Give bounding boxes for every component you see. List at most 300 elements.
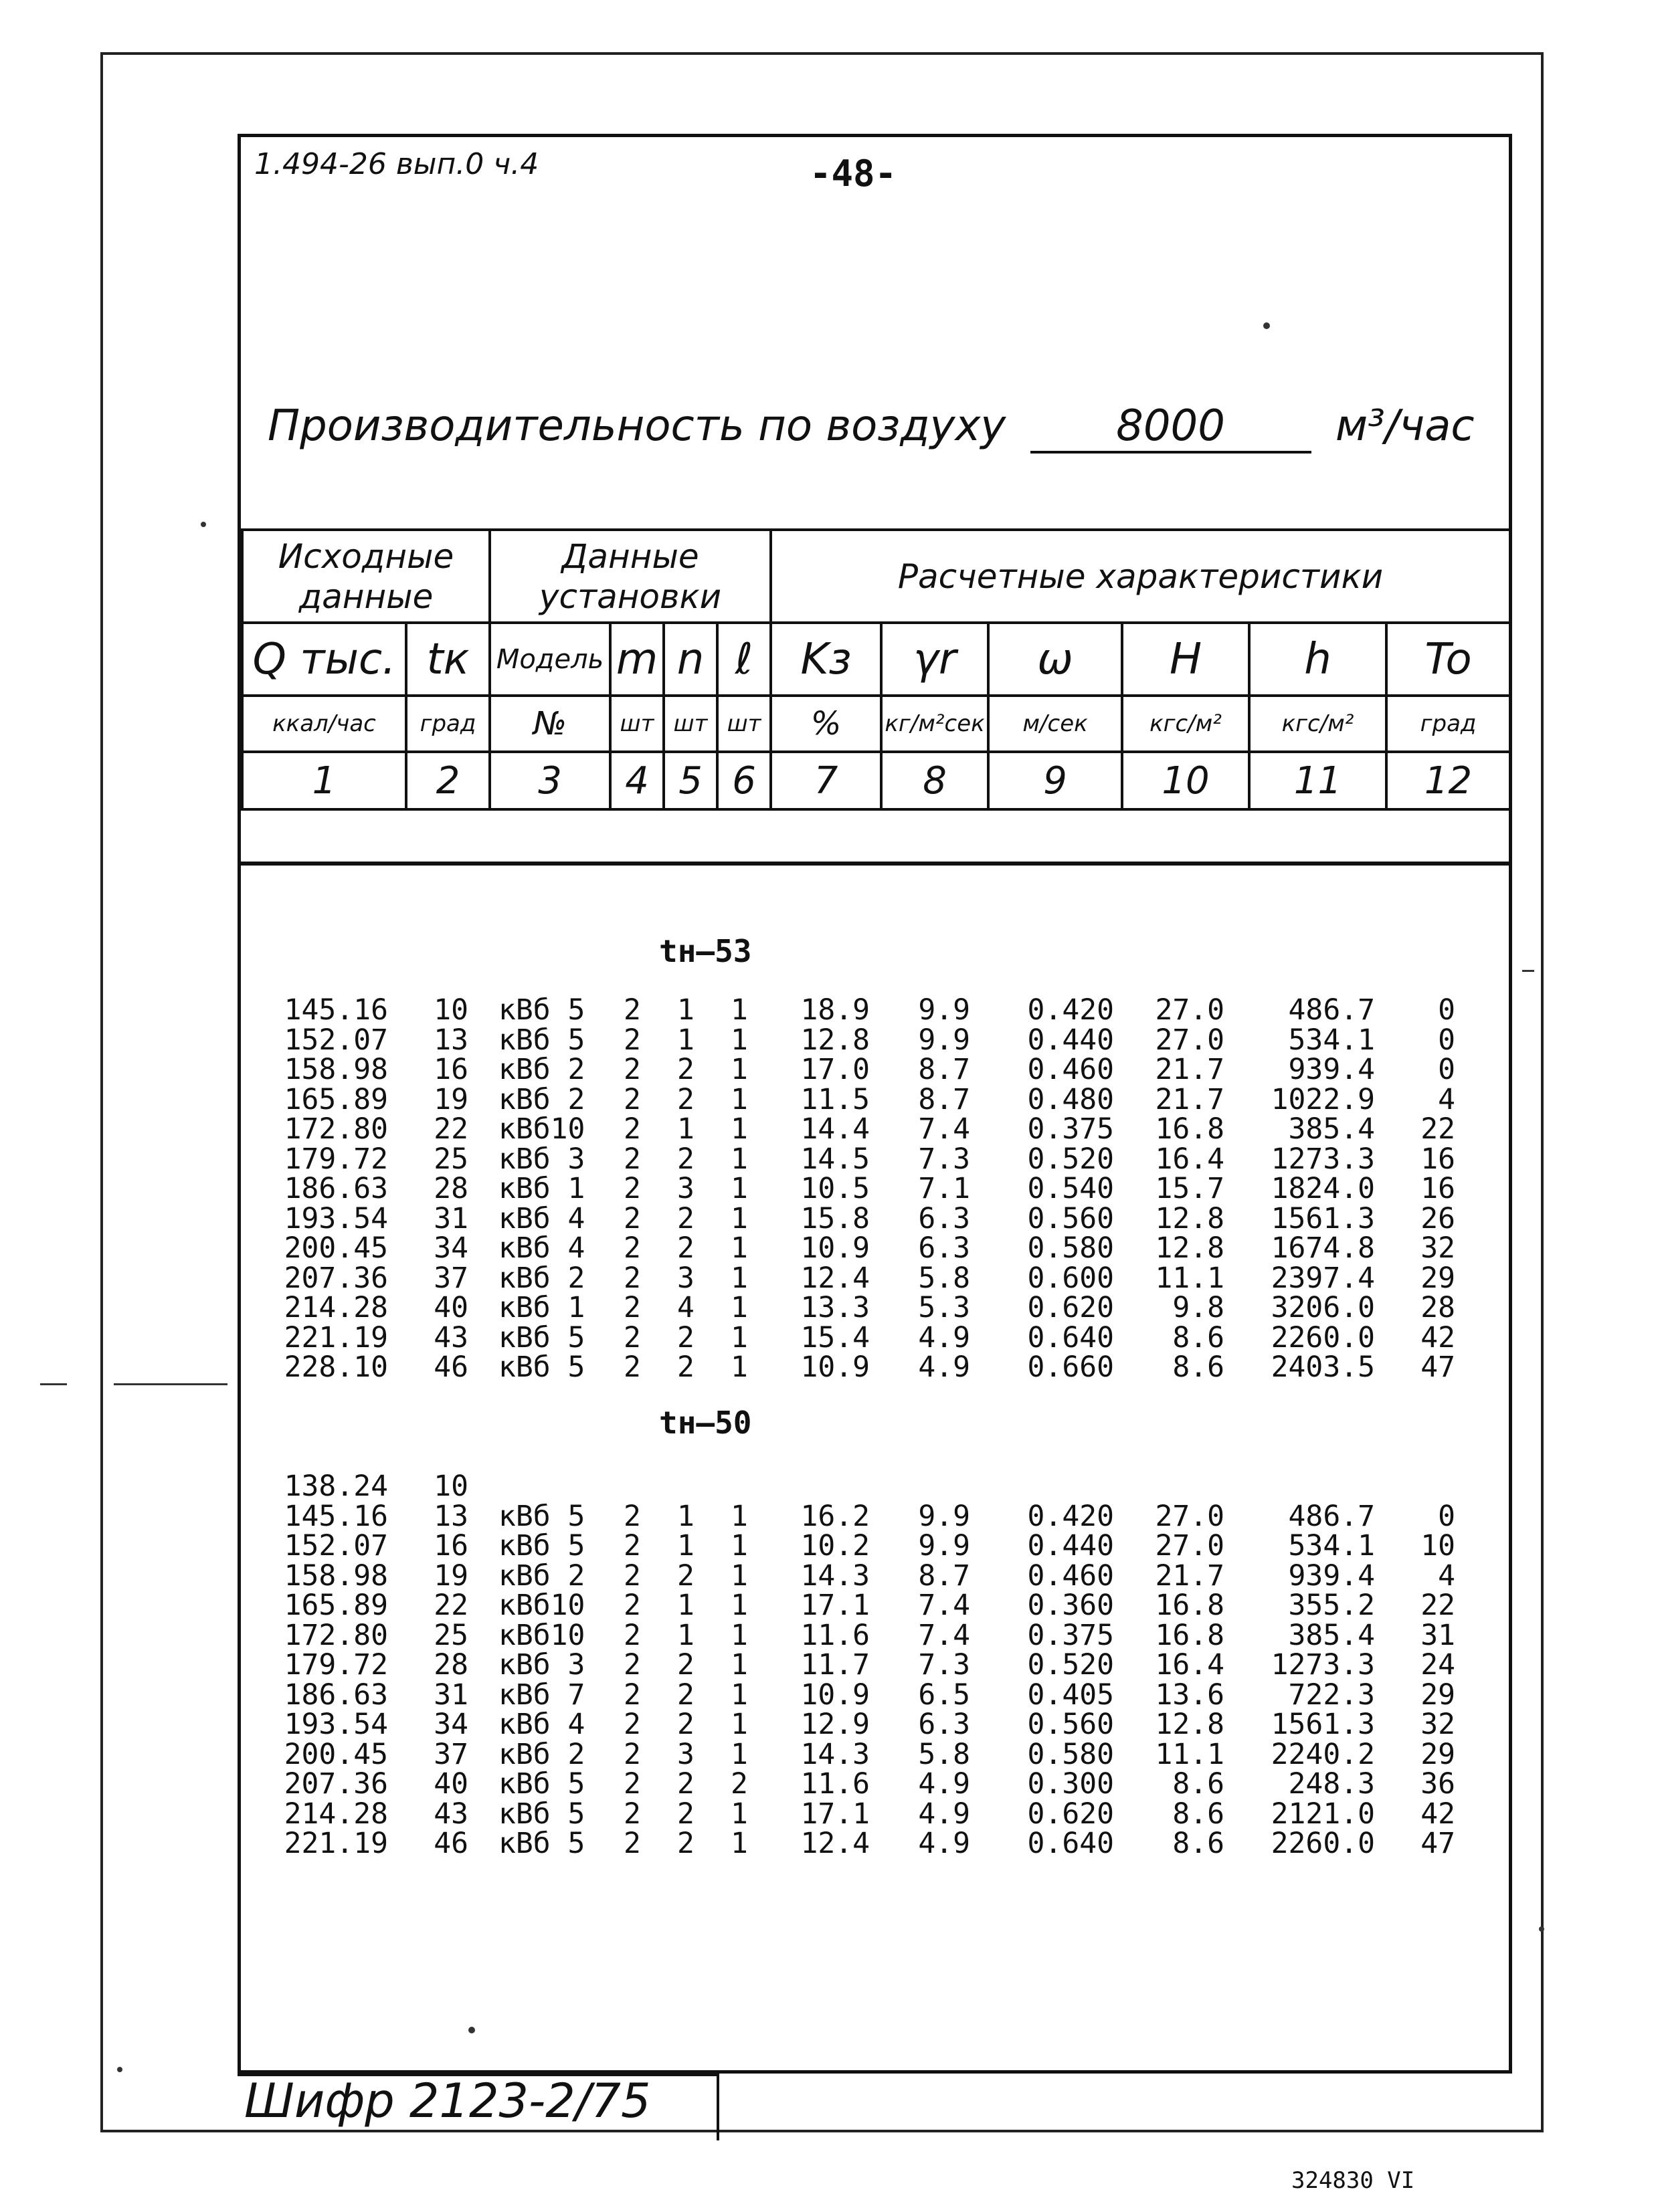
- h-small-cell: 939.4: [1288, 1053, 1375, 1086]
- m-cell: 2: [624, 1112, 641, 1146]
- table-row: [0, 1710, 1660, 1739]
- h-small-cell: 3206.0: [1271, 1291, 1375, 1324]
- to-cell: 31: [1420, 1618, 1455, 1652]
- tk-cell: 31: [434, 1678, 468, 1712]
- header-unit: м/сек: [988, 696, 1122, 752]
- q-cell: 165.89: [284, 1082, 388, 1116]
- q-cell: 214.28: [284, 1797, 388, 1831]
- h-big-cell: 12.8: [1155, 1231, 1224, 1265]
- header-unit: №: [490, 696, 610, 752]
- column-number: 8: [881, 752, 988, 809]
- model-cell: кВб 1: [498, 1291, 585, 1324]
- h-big-cell: 16.4: [1155, 1648, 1224, 1682]
- omega-cell: 0.520: [1027, 1648, 1114, 1682]
- model-cell: кВб 1: [498, 1172, 585, 1205]
- model-cell: кВб 5: [498, 1499, 585, 1533]
- h-big-cell: 27.0: [1155, 1023, 1224, 1057]
- tk-cell: 10: [434, 993, 468, 1027]
- kz-cell: 17.1: [800, 1589, 870, 1622]
- omega-cell: 0.580: [1027, 1737, 1114, 1771]
- m-cell: 2: [624, 1648, 641, 1682]
- gamma-cell: 4.9: [918, 1320, 970, 1354]
- omega-cell: 0.440: [1027, 1023, 1114, 1057]
- column-number: 5: [664, 752, 717, 809]
- omega-cell: 0.620: [1027, 1797, 1114, 1831]
- to-cell: 16: [1420, 1172, 1455, 1205]
- model-cell: кВб10: [498, 1618, 585, 1652]
- table-row: [0, 1829, 1660, 1858]
- m-cell: 2: [624, 1142, 641, 1176]
- h-small-cell: 486.7: [1288, 1499, 1375, 1533]
- kz-cell: 14.3: [800, 1737, 870, 1771]
- header-unit: шт: [664, 696, 717, 752]
- omega-cell: 0.580: [1027, 1231, 1114, 1265]
- q-cell: 158.98: [284, 1559, 388, 1593]
- kz-cell: 10.9: [800, 1231, 870, 1265]
- group-source-data: Исходные данные: [242, 530, 490, 623]
- q-cell: 145.16: [284, 993, 388, 1027]
- model-cell: кВб 5: [498, 1023, 585, 1057]
- l-cell: 1: [731, 1827, 748, 1860]
- m-cell: 2: [624, 1589, 641, 1622]
- l-cell: 1: [731, 1023, 748, 1057]
- h-big-cell: 27.0: [1155, 1529, 1224, 1563]
- to-cell: 0: [1438, 1053, 1455, 1086]
- gamma-cell: 4.9: [918, 1827, 970, 1860]
- to-cell: 36: [1420, 1767, 1455, 1801]
- h-big-cell: 11.1: [1155, 1737, 1224, 1771]
- q-cell: 152.07: [284, 1529, 388, 1563]
- header-symbol: ℓ: [717, 623, 771, 696]
- q-cell: 152.07: [284, 1023, 388, 1057]
- h-small-cell: 1824.0: [1271, 1172, 1375, 1205]
- l-cell: 1: [731, 1529, 748, 1563]
- h-small-cell: 1022.9: [1271, 1082, 1375, 1116]
- table-row: [0, 1591, 1660, 1620]
- tk-cell: 43: [434, 1797, 468, 1831]
- scan-mark: [114, 1383, 227, 1385]
- h-big-cell: 15.7: [1155, 1172, 1224, 1205]
- tk-cell: 43: [434, 1320, 468, 1354]
- kz-cell: 12.9: [800, 1708, 870, 1741]
- h-small-cell: 486.7: [1288, 993, 1375, 1027]
- tk-cell: 16: [434, 1529, 468, 1563]
- scan-speck: [1263, 322, 1270, 329]
- h-small-cell: 2240.2: [1271, 1737, 1375, 1771]
- header-unit: шт: [610, 696, 664, 752]
- header-symbol: ω: [988, 623, 1122, 696]
- header-symbol: Q тыс.: [242, 623, 406, 696]
- model-cell: кВб 4: [498, 1708, 585, 1741]
- header-symbol: To: [1386, 623, 1510, 696]
- omega-cell: 0.375: [1027, 1618, 1114, 1652]
- gamma-cell: 4.9: [918, 1350, 970, 1384]
- l-cell: 1: [731, 1618, 748, 1652]
- to-cell: 0: [1438, 1023, 1455, 1057]
- to-cell: 42: [1420, 1797, 1455, 1831]
- header-unit: град: [1386, 696, 1510, 752]
- h-small-cell: 2260.0: [1271, 1320, 1375, 1354]
- scan-speck: [1539, 1926, 1544, 1932]
- q-cell: 221.19: [284, 1827, 388, 1860]
- n-cell: 1: [677, 1499, 695, 1533]
- performance-value: 8000: [1030, 401, 1311, 454]
- h-big-cell: 11.1: [1155, 1261, 1224, 1295]
- omega-cell: 0.360: [1027, 1589, 1114, 1622]
- tk-cell: 13: [434, 1499, 468, 1533]
- table-row: [0, 1320, 1660, 1354]
- h-small-cell: 385.4: [1288, 1112, 1375, 1146]
- gamma-cell: 8.7: [918, 1053, 970, 1086]
- model-cell: кВб 5: [498, 1350, 585, 1384]
- m-cell: 2: [624, 1231, 641, 1265]
- tk-cell: 37: [434, 1737, 468, 1771]
- model-cell: кВб 3: [498, 1142, 585, 1176]
- n-cell: 1: [677, 1529, 695, 1563]
- n-cell: 1: [677, 993, 695, 1027]
- kz-cell: 11.5: [800, 1082, 870, 1116]
- h-big-cell: 12.8: [1155, 1708, 1224, 1741]
- n-cell: 2: [677, 1142, 695, 1176]
- l-cell: 1: [731, 1589, 748, 1622]
- gamma-cell: 9.9: [918, 1023, 970, 1057]
- omega-cell: 0.405: [1027, 1678, 1114, 1712]
- q-cell: 165.89: [284, 1589, 388, 1622]
- to-cell: 4: [1438, 1082, 1455, 1116]
- table-row: [0, 1082, 1660, 1116]
- header-symbol: Kз: [771, 623, 881, 696]
- tk-cell: 28: [434, 1648, 468, 1682]
- scan-speck: [117, 2067, 122, 2072]
- m-cell: 2: [624, 1291, 641, 1324]
- model-cell: кВб 5: [498, 1797, 585, 1831]
- kz-cell: 10.2: [800, 1529, 870, 1563]
- m-cell: 2: [624, 1767, 641, 1801]
- h-big-cell: 8.6: [1172, 1320, 1224, 1354]
- tk-cell: 10: [434, 1470, 468, 1503]
- m-cell: 2: [624, 1529, 641, 1563]
- header-symbol: tк: [406, 623, 490, 696]
- h-small-cell: 2397.4: [1271, 1261, 1375, 1295]
- to-cell: 29: [1420, 1678, 1455, 1712]
- h-big-cell: 27.0: [1155, 993, 1224, 1027]
- kz-cell: 15.8: [800, 1201, 870, 1235]
- l-cell: 1: [731, 1797, 748, 1831]
- h-big-cell: 8.6: [1172, 1767, 1224, 1801]
- performance-line: [268, 401, 1505, 454]
- m-cell: 2: [624, 1827, 641, 1860]
- group-install-data: Данные установки: [490, 530, 771, 623]
- column-number: 6: [717, 752, 771, 809]
- kz-cell: 12.4: [800, 1261, 870, 1295]
- h-small-cell: 2403.5: [1271, 1350, 1375, 1384]
- kz-cell: 13.3: [800, 1291, 870, 1324]
- q-cell: 200.45: [284, 1231, 388, 1265]
- m-cell: 2: [624, 1618, 641, 1652]
- gamma-cell: 6.3: [918, 1201, 970, 1235]
- document-code: 1.494-26 вып.0 ч.4: [254, 147, 539, 181]
- model-cell: кВб 2: [498, 1082, 585, 1116]
- n-cell: 1: [677, 1023, 695, 1057]
- m-cell: 2: [624, 1320, 641, 1354]
- omega-cell: 0.640: [1027, 1320, 1114, 1354]
- table-row: [0, 1201, 1660, 1235]
- model-cell: кВб 5: [498, 1767, 585, 1801]
- omega-cell: 0.640: [1027, 1827, 1114, 1860]
- table-row: [0, 995, 1660, 1025]
- to-cell: 32: [1420, 1231, 1455, 1265]
- header-symbol: Модель: [490, 623, 610, 696]
- m-cell: 2: [624, 1350, 641, 1384]
- tk-cell: 31: [434, 1201, 468, 1235]
- group-calc-data: Расчетные характеристики: [771, 530, 1510, 623]
- kz-cell: 11.6: [800, 1767, 870, 1801]
- gamma-cell: 6.5: [918, 1678, 970, 1712]
- tk-cell: 28: [434, 1172, 468, 1205]
- h-big-cell: 9.8: [1172, 1291, 1224, 1324]
- q-cell: 200.45: [284, 1737, 388, 1771]
- header-symbol: H: [1122, 623, 1249, 696]
- n-cell: 2: [677, 1231, 695, 1265]
- gamma-cell: 9.9: [918, 993, 970, 1027]
- omega-cell: 0.560: [1027, 1708, 1114, 1741]
- unit-row: [242, 696, 1510, 752]
- tk-cell: 16: [434, 1053, 468, 1086]
- q-cell: 138.24: [284, 1470, 388, 1503]
- n-cell: 2: [677, 1678, 695, 1712]
- tk-cell: 22: [434, 1112, 468, 1146]
- q-cell: 221.19: [284, 1320, 388, 1354]
- l-cell: 1: [731, 1648, 748, 1682]
- omega-cell: 0.660: [1027, 1350, 1114, 1384]
- kz-cell: 11.7: [800, 1648, 870, 1682]
- tk-cell: 46: [434, 1350, 468, 1384]
- tk-cell: 19: [434, 1082, 468, 1116]
- to-cell: 10: [1420, 1529, 1455, 1563]
- omega-cell: 0.520: [1027, 1142, 1114, 1176]
- tk-cell: 25: [434, 1142, 468, 1176]
- l-cell: 1: [731, 1053, 748, 1086]
- h-big-cell: 21.7: [1155, 1082, 1224, 1116]
- header-symbol: n: [664, 623, 717, 696]
- table-row: [0, 1499, 1660, 1533]
- model-cell: кВб 4: [498, 1231, 585, 1265]
- omega-cell: 0.420: [1027, 1499, 1114, 1533]
- table-row: [0, 1799, 1660, 1829]
- performance-unit: м³/час: [1335, 401, 1475, 451]
- m-cell: 2: [624, 1797, 641, 1831]
- omega-cell: 0.460: [1027, 1053, 1114, 1086]
- omega-cell: 0.600: [1027, 1261, 1114, 1295]
- table-row: [0, 1233, 1660, 1263]
- kz-cell: 10.9: [800, 1350, 870, 1384]
- model-cell: кВб 7: [498, 1678, 585, 1712]
- page-number: -48-: [810, 153, 897, 195]
- table-row: [0, 1769, 1660, 1799]
- l-cell: 1: [731, 1261, 748, 1295]
- h-small-cell: 248.3: [1288, 1767, 1375, 1801]
- h-big-cell: 16.4: [1155, 1142, 1224, 1176]
- q-cell: 179.72: [284, 1648, 388, 1682]
- q-cell: 186.63: [284, 1678, 388, 1712]
- to-cell: 22: [1420, 1589, 1455, 1622]
- omega-cell: 0.375: [1027, 1112, 1114, 1146]
- to-cell: 4: [1438, 1559, 1455, 1593]
- to-cell: 0: [1438, 1499, 1455, 1533]
- model-cell: кВб 2: [498, 1261, 585, 1295]
- h-big-cell: 16.8: [1155, 1618, 1224, 1652]
- scan-speck: [201, 522, 206, 527]
- gamma-cell: 5.8: [918, 1737, 970, 1771]
- h-small-cell: 355.2: [1288, 1589, 1375, 1622]
- model-cell: кВб 5: [498, 1320, 585, 1354]
- model-cell: кВб10: [498, 1112, 585, 1146]
- model-cell: кВб 2: [498, 1559, 585, 1593]
- scan-speck: [468, 2027, 475, 2033]
- n-cell: 2: [677, 1320, 695, 1354]
- n-cell: 3: [677, 1737, 695, 1771]
- omega-cell: 0.420: [1027, 993, 1114, 1027]
- table-row: [0, 1561, 1660, 1591]
- l-cell: 2: [731, 1767, 748, 1801]
- gamma-cell: 7.4: [918, 1589, 970, 1622]
- gamma-cell: 7.1: [918, 1172, 970, 1205]
- gamma-cell: 5.8: [918, 1261, 970, 1295]
- to-cell: 42: [1420, 1320, 1455, 1354]
- table-row: [0, 1293, 1660, 1322]
- q-cell: 207.36: [284, 1767, 388, 1801]
- h-big-cell: 8.6: [1172, 1827, 1224, 1860]
- h-big-cell: 12.8: [1155, 1201, 1224, 1235]
- kz-cell: 12.8: [800, 1023, 870, 1057]
- column-number: 11: [1249, 752, 1386, 809]
- gamma-cell: 7.4: [918, 1618, 970, 1652]
- tk-cell: 19: [434, 1559, 468, 1593]
- omega-cell: 0.560: [1027, 1201, 1114, 1235]
- omega-cell: 0.540: [1027, 1172, 1114, 1205]
- kz-cell: 16.2: [800, 1499, 870, 1533]
- omega-cell: 0.440: [1027, 1529, 1114, 1563]
- h-big-cell: 13.6: [1155, 1678, 1224, 1712]
- h-small-cell: 939.4: [1288, 1559, 1375, 1593]
- kz-cell: 10.5: [800, 1172, 870, 1205]
- section-title-50: tн—50: [659, 1405, 752, 1441]
- l-cell: 1: [731, 1082, 748, 1116]
- kz-cell: 18.9: [800, 993, 870, 1027]
- gamma-cell: 4.9: [918, 1767, 970, 1801]
- gamma-cell: 7.4: [918, 1112, 970, 1146]
- m-cell: 2: [624, 1708, 641, 1741]
- tk-cell: 34: [434, 1708, 468, 1741]
- n-cell: 2: [677, 1559, 695, 1593]
- column-number: 3: [490, 752, 610, 809]
- q-cell: 193.54: [284, 1201, 388, 1235]
- l-cell: 1: [731, 1350, 748, 1384]
- to-cell: 16: [1420, 1142, 1455, 1176]
- scan-mark: [40, 1383, 67, 1385]
- table-row: [0, 1025, 1660, 1055]
- h-small-cell: 1561.3: [1271, 1708, 1375, 1741]
- n-cell: 1: [677, 1618, 695, 1652]
- omega-cell: 0.620: [1027, 1291, 1114, 1324]
- gamma-cell: 9.9: [918, 1529, 970, 1563]
- to-cell: 47: [1420, 1827, 1455, 1860]
- h-big-cell: 21.7: [1155, 1559, 1224, 1593]
- h-small-cell: 1561.3: [1271, 1201, 1375, 1235]
- l-cell: 1: [731, 1559, 748, 1593]
- n-cell: 2: [677, 1350, 695, 1384]
- table-row: [0, 1680, 1660, 1710]
- performance-label: Производительность по воздуху: [268, 401, 1006, 451]
- h-big-cell: 8.6: [1172, 1797, 1224, 1831]
- table-row: [0, 1114, 1660, 1144]
- n-cell: 2: [677, 1648, 695, 1682]
- n-cell: 1: [677, 1589, 695, 1622]
- l-cell: 1: [731, 1320, 748, 1354]
- header-symbol: γr: [881, 623, 988, 696]
- tk-cell: 40: [434, 1291, 468, 1324]
- n-cell: 2: [677, 1767, 695, 1801]
- omega-cell: 0.460: [1027, 1559, 1114, 1593]
- gamma-cell: 7.3: [918, 1142, 970, 1176]
- tk-cell: 40: [434, 1767, 468, 1801]
- to-cell: 29: [1420, 1261, 1455, 1295]
- kz-cell: 15.4: [800, 1320, 870, 1354]
- table-row: [0, 1174, 1660, 1203]
- l-cell: 1: [731, 1708, 748, 1741]
- table-header: [241, 528, 1511, 811]
- kz-cell: 11.6: [800, 1618, 870, 1652]
- to-cell: 28: [1420, 1291, 1455, 1324]
- to-cell: 0: [1438, 993, 1455, 1027]
- to-cell: 22: [1420, 1112, 1455, 1146]
- n-cell: 2: [677, 1827, 695, 1860]
- h-small-cell: 1674.8: [1271, 1231, 1375, 1265]
- gamma-cell: 4.9: [918, 1797, 970, 1831]
- tk-cell: 22: [434, 1589, 468, 1622]
- column-number: 9: [988, 752, 1122, 809]
- to-cell: 24: [1420, 1648, 1455, 1682]
- table-row: [0, 1261, 1660, 1295]
- n-cell: 2: [677, 1053, 695, 1086]
- q-cell: 158.98: [284, 1053, 388, 1086]
- model-cell: кВб10: [498, 1589, 585, 1622]
- table-row: [0, 1144, 1660, 1174]
- header-unit: кгс/м²: [1249, 696, 1386, 752]
- l-cell: 1: [731, 1499, 748, 1533]
- m-cell: 2: [624, 1201, 641, 1235]
- m-cell: 2: [624, 1023, 641, 1057]
- h-small-cell: 722.3: [1288, 1678, 1375, 1712]
- q-cell: 172.80: [284, 1112, 388, 1146]
- h-big-cell: 8.6: [1172, 1350, 1224, 1384]
- q-cell: 172.80: [284, 1618, 388, 1652]
- symbol-row: [242, 623, 1510, 696]
- n-cell: 2: [677, 1797, 695, 1831]
- kz-cell: 12.4: [800, 1827, 870, 1860]
- kz-cell: 10.9: [800, 1678, 870, 1712]
- m-cell: 2: [624, 1559, 641, 1593]
- column-number: 1: [242, 752, 406, 809]
- header-symbol: m: [610, 623, 664, 696]
- q-cell: 145.16: [284, 1499, 388, 1533]
- header-unit: кг/м²сек: [881, 696, 988, 752]
- h-small-cell: 534.1: [1288, 1529, 1375, 1563]
- gamma-cell: 6.3: [918, 1231, 970, 1265]
- h-big-cell: 27.0: [1155, 1499, 1224, 1533]
- l-cell: 1: [731, 993, 748, 1027]
- gamma-cell: 8.7: [918, 1082, 970, 1116]
